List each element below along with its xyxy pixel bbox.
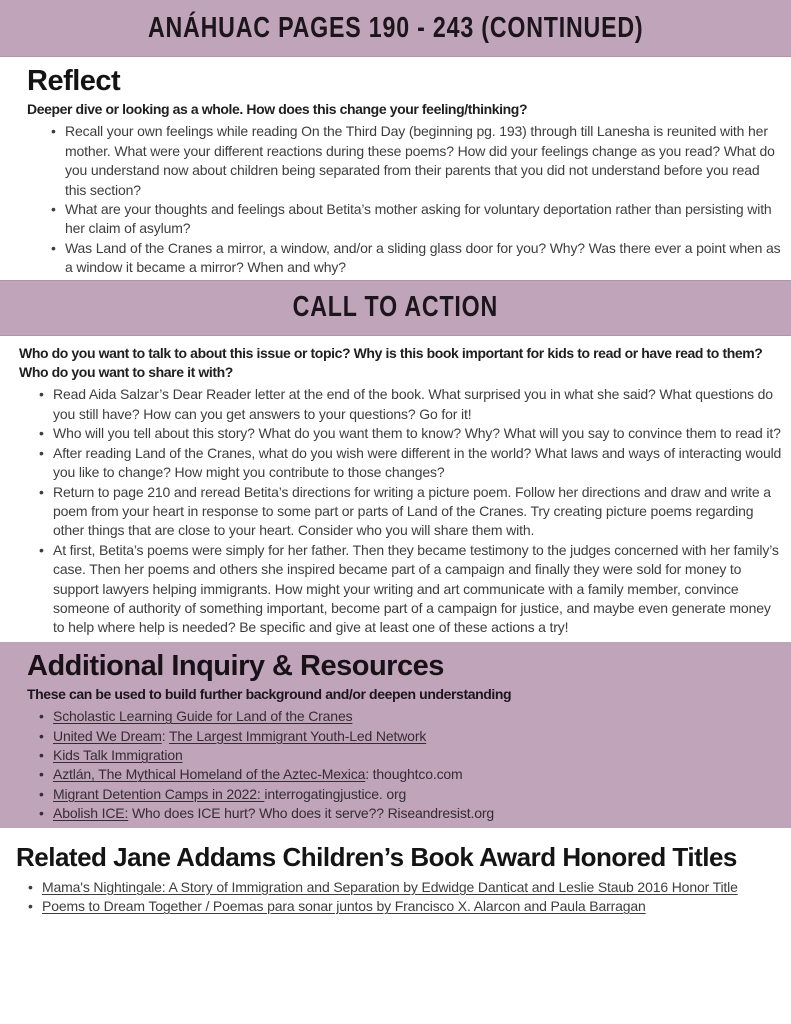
list-item xyxy=(39,727,783,746)
related-titles-list xyxy=(16,878,783,917)
list-item xyxy=(39,765,783,784)
section-call-to-action xyxy=(0,336,791,642)
reflect-bullet-text: Recall your own feelings while reading On the Third Day (beginning pg. 193) through till Lanesha is reunited with her mother. What were your different reactions during these poems? How did your feelings change as you read? What do you understand now about children being separated from their parents that you did not understand before you read this section? xyxy=(65,123,775,198)
cta-bullet-text: After reading Land of the Cranes, what do you wish were different in the world? What laws and ways of interacting would you like to change? How might you contribute to those changes? xyxy=(53,444,782,481)
resource-source-text: : thoughtco.com xyxy=(365,766,463,783)
cta-bullet-text: Who will you tell about this story? What do you want them to know? Why? What will you say to convince them to read it? xyxy=(53,425,781,442)
cta-bullet-list xyxy=(19,385,783,637)
list-item xyxy=(39,385,783,424)
related-title-link-poems-to-dream-together[interactable]: Poems to Dream Together / Poemas para sonar juntos by Francisco X. Alarcon and Paula Barragan xyxy=(42,898,646,914)
list-item xyxy=(39,804,783,823)
resources-heading: Additional Inquiry & Resources xyxy=(27,649,444,682)
section-reflect xyxy=(0,57,791,280)
list-item xyxy=(39,541,783,638)
related-titles-heading: Related Jane Addams Children’s Book Award Honored Titles xyxy=(16,841,737,872)
list-item xyxy=(39,707,783,726)
resource-source-text: interrogatingjustice. org xyxy=(264,785,407,802)
resource-link-aztlan[interactable]: Aztlán, The Mythical Homeland of the Aztec-Mexica xyxy=(53,766,366,783)
list-item xyxy=(51,239,783,278)
list-item xyxy=(28,897,783,916)
list-item xyxy=(39,785,783,804)
resource-source-text: Who does ICE hurt? Who does it serve?? Riseandresist.org xyxy=(128,805,494,822)
resource-link-united-we-dream[interactable]: United We Dream xyxy=(53,727,162,744)
section-related-titles xyxy=(0,828,791,917)
resource-link-abolish-ice[interactable]: Abolish ICE: xyxy=(53,805,129,822)
cta-heading: CALL TO ACTION xyxy=(292,291,499,324)
list-item xyxy=(28,878,783,897)
resource-link-scholastic-guide[interactable]: Scholastic Learning Guide for Land of the Cranes xyxy=(53,708,353,725)
reflect-bullet-list xyxy=(27,122,783,277)
list-item xyxy=(39,483,783,541)
resources-link-list xyxy=(27,707,783,823)
resources-intro: These can be used to build further background and/or deepen understanding xyxy=(27,685,512,702)
list-item xyxy=(39,424,783,443)
page-title: ANÁHUAC PAGES 190 - 243 (CONTINUED) xyxy=(147,11,644,44)
resource-link-kids-talk-immigration[interactable]: Kids Talk Immigration xyxy=(53,746,183,763)
cta-intro: Who do you want to talk to about this issue or topic? Why is this book important for kids to read or have read to them? Who do you want to share it with? xyxy=(19,344,763,381)
page-title-banner xyxy=(0,0,791,57)
list-item xyxy=(51,122,783,200)
reflect-bullet-text: What are your thoughts and feelings about Betita’s mother asking for voluntary deportation rather than persisting with her claim of asylum? xyxy=(65,201,772,237)
cta-bullet-text: Read Aida Salzar’s Dear Reader letter at the end of the book. What surprised you in what she said? What questions do you still have? How can you get answers to your questions? Go for it! xyxy=(53,386,773,422)
resource-separator: : xyxy=(161,727,169,744)
resource-link-migrant-detention-camps[interactable]: Migrant Detention Camps in 2022: xyxy=(53,785,265,802)
section-additional-inquiry-resources xyxy=(0,642,791,828)
cta-banner xyxy=(0,280,791,336)
list-item xyxy=(51,200,783,239)
list-item xyxy=(39,746,783,765)
cta-bullet-text: Return to page 210 and reread Betita’s directions for writing a picture poem. Follow her directions and draw and write a poem from your heart in response to some part or parts of Land of the Cranes. Try creating picture poems regarding other things that are close to your heart. Consider who you will share them with. xyxy=(53,483,771,539)
resource-link-immigrant-youth-network[interactable]: The Largest Immigrant Youth-Led Network xyxy=(169,727,427,744)
reflect-intro: Deeper dive or looking as a whole. How does this change your feeling/thinking? xyxy=(27,101,528,117)
related-title-link-mamas-nightingale[interactable]: Mama's Nightingale: A Story of Immigration and Separation by Edwidge Danticat and Leslie Staub 2016 Honor Title xyxy=(42,878,738,895)
reflect-heading: Reflect xyxy=(27,65,121,97)
cta-bullet-text: At first, Betita’s poems were simply for her father. Then they became testimony to the judges concerned with her family’s case. Then her poems and others she inspired became part of a campaign and finally they were sold for money to support lawyers helping immigrants. How might your writing and art communicate with a family member, convince someone of authority of something important, become part of a campaign for justice, and maybe even generate money to help where help is needed? Be specific and give at least one of these actions a try! xyxy=(53,541,779,636)
list-item xyxy=(39,444,783,483)
reflect-bullet-text: Was Land of the Cranes a mirror, a window, and/or a sliding glass door for you? Why? Was there ever a point when as a window it became a mirror? When and why? xyxy=(65,239,781,276)
